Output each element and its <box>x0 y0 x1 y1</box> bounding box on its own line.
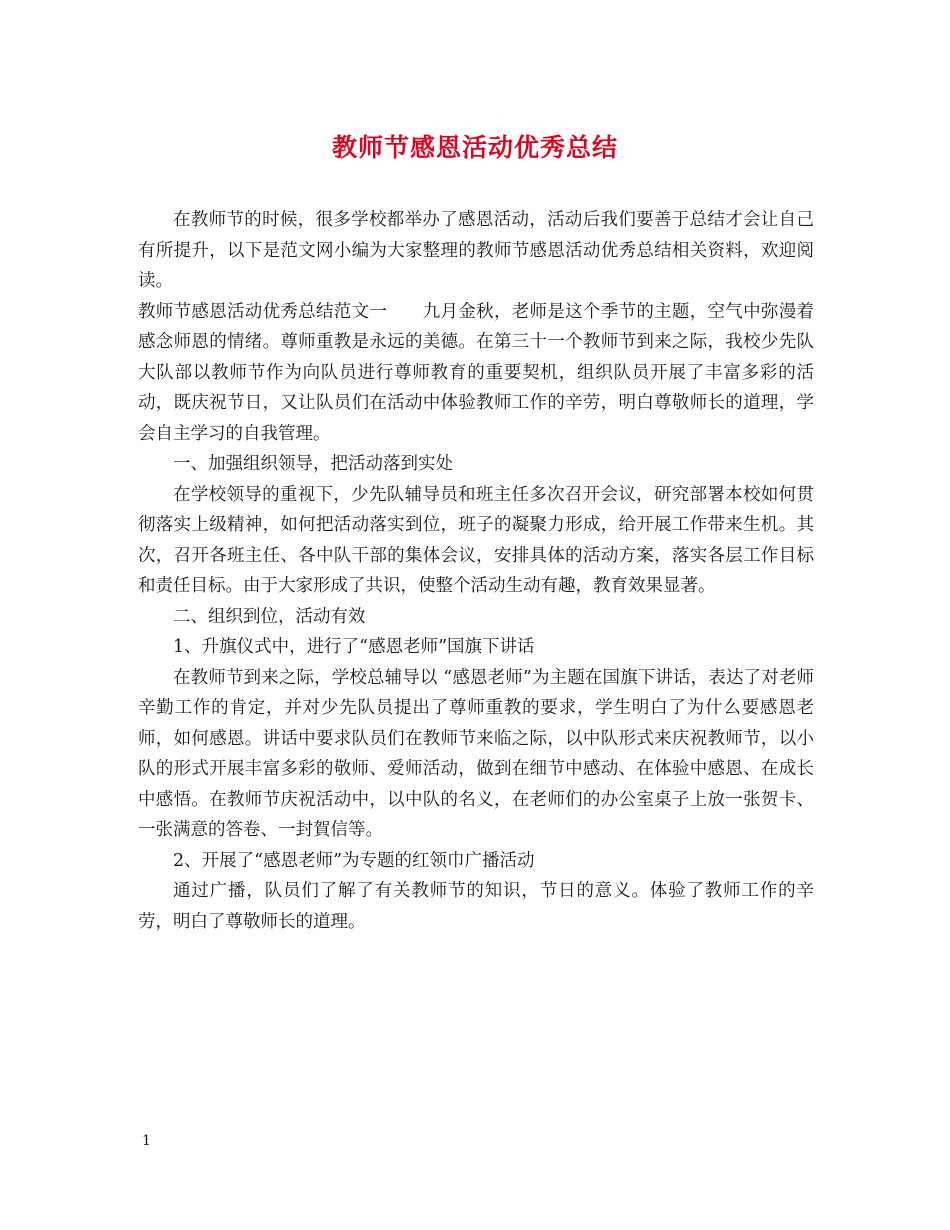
paragraph-item-one: 在教师节到来之际，学校总辅导以 “感恩老师”为主题在国旗下讲话，表达了对老师辛勤工作的肯定，并对少先队员提出了尊师重教的要求，学生明白了为什么要感恩老师，如何感恩。讲话中要求队员们在教师节来临之际，以中队形式来庆祝教师节，以小队的形式开展丰富多彩的敬师、爱师活动，做到在细节中感动、在体验中感恩、在成长中感悟。在教师节庆祝活动中，以中队的名义，在老师们的办公室桌子上放一张贺卡、一张满意的答卷、一封賀信等。 <box>138 667 814 840</box>
paragraph-item-two: 通过广播，队员们了解了有关教师节的知识，节日的意义。体验了教师工作的辛劳，明白了尊敬师长的道理。 <box>138 881 814 932</box>
document-title: 教师节感恩活动优秀总结 <box>331 133 618 162</box>
paragraph-sample-one: 教师节感恩活动优秀总结范文一 九月金秋，老师是这个季节的主题，空气中弥漫着感念师恩的情绪。尊师重教是永远的美德。在第三十一个教师节到来之际，我校少先队大队部以教师节作为向队员进行尊师教育的重要契机，组织队员开展了丰富多彩的活动，既庆祝节日，又让队员们在活动中体验教师工作的辛劳，明白尊敬师长的道理，学会自主学习的自我管理。 <box>138 301 814 444</box>
document-body <box>138 205 814 937</box>
paragraph-intro: 在教师节的时候，很多学校都举办了感恩活动，活动后我们要善于总结才会让自己有所提升，以下是范文网小编为大家整理的教师节感恩活动优秀总结相关资料，欢迎阅读。 <box>138 210 814 291</box>
heading-section-two: 二、组织到位，活动有效 <box>173 606 366 627</box>
heading-section-one: 一、加强组织领导，把活动落到实处 <box>173 454 453 474</box>
heading-item-two: 2、开展了“感恩老师”为专题的红领巾广播活动 <box>173 850 535 871</box>
page-number: 1 <box>142 1133 151 1149</box>
paragraph-section-one: 在学校领导的重视下，少先队辅导员和班主任多次召开会议，研究部署本校如何贯彻落实上级精神，如何把活动落实到位，班子的凝聚力形成，给开展工作带来生机。其次，召开各班主任、各中队干部的集体会议，安排具体的活动方案，落实各层工作目标和责任目标。由于大家形成了共识，使整个活动生动有趣，教育效果显著。 <box>138 484 814 596</box>
heading-item-one: 1、升旗仪式中，进行了“感恩老师”国旗下讲话 <box>173 637 535 657</box>
